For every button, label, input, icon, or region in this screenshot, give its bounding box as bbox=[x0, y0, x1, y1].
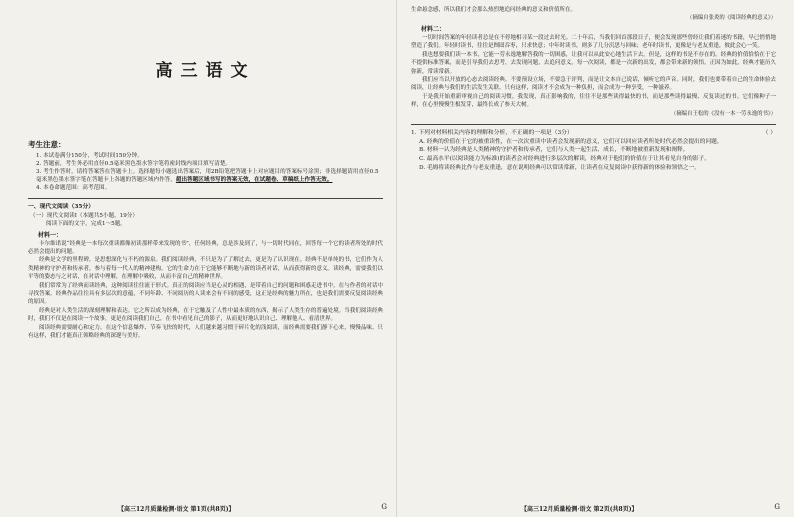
paragraph: 卡尔维诺说“经典是一本每次重读都像初读那样带来发现的书”，任何经典，总是涉及到了，与一切时代同在，回答每一个它的读者所处的时代必然会提出的问题。 bbox=[28, 240, 383, 255]
section-heading: 一、现代文阅读（35分） bbox=[28, 204, 95, 210]
note-1: 1. 本试卷满分150分，考试时间150分钟。 bbox=[36, 153, 143, 159]
subsection-heading: （一）现代文阅读Ⅰ（本题共5小题，19分） bbox=[30, 212, 138, 219]
answer-paren: （ ） bbox=[762, 130, 776, 137]
option-b: B. 材料一认为经典是人类精神的守护者和传承者，它们与人类一起生活、成长，不断地被重新发现和阐释。 bbox=[419, 147, 689, 154]
paragraph: 经典是对人类生活的深刻理解和表达。它之所以成为经典，在于它触及了人性中最本质的东西，揭示了人类生存的普遍处境。当我们阅读经典时，我们不仅是在阅读一个故事，更是在阅读我们自己，在书中看见自己的影子，从而更好地认识自己、理解他人、看清世界。 bbox=[28, 307, 383, 323]
exam-title: 高三语文 bbox=[155, 61, 256, 81]
page-footer: 【高三12月质量检测·语文 第2页(共8页)】 bbox=[521, 506, 638, 513]
note-3 bbox=[28, 168, 383, 184]
version-mark: G bbox=[774, 503, 780, 511]
note-3-emphasis: 超出答题区域书写的答案无效，在试题卷、草稿纸上作答无效。 bbox=[175, 177, 333, 183]
paragraph: 阅读经典需要耐心和定力。在这个信息爆炸、节奏飞快的时代，人们越来越习惯于碎片化的浅阅读，而经典需要我们静下心来，慢慢品味。只有这样，我们才能真正领略经典的深邃与美好。 bbox=[28, 324, 383, 339]
note-2: 2. 答题前，考生务必用直径0.5毫米黑色墨水签字笔将密封线内项目填写清楚。 bbox=[36, 161, 232, 167]
paragraph: 我们常常为了经典而读经典，这种阅读往往流于形式。真正的阅读应当是心灵的相遇，是带着自己的问题和困惑走进书中，在与作者的对话中寻找答案。经典作品往往具有多层次的意蕴，不同年龄、不同阅历的人读来会有不同的感受，这正是经典的魅力所在，也是我们需要反复阅读经典的原因。 bbox=[28, 282, 383, 306]
page-footer: 【高三12月质量检测·语文 第1页(共8页)】 bbox=[118, 506, 235, 513]
continued-text: 生命悬念感，所以我们才会那么热烈地追问经典的意义和价值所在。 bbox=[411, 7, 577, 13]
paragraph: 经典是文学的里程碑，是思想深化与不朽的源泉。我们阅读经典，不只是为了了解过去，更是为了认识现在。经典不是单纯的书，它们作为人类精神的守护者和传承者，参与着每一代人的精神建构，它的生命力在于它能够不断地与新的读者对话，从而获得新的意义。读经典，需要我们以平等的姿态与之对话，在对话中理解，在理解中吸收，从而丰富自己的精神世界。 bbox=[28, 257, 383, 281]
note-3-text: 3. 考生作答时，请将答案答在答题卡上。选择题每小题选出答案后，用2B铅笔把答题卡上对应题目的答案标号涂黑；非选择题请用直径0.5毫米黑色墨水签字笔在答题卡上各题的答题区域内作答， bbox=[36, 169, 379, 183]
notes-heading: 考生注意： bbox=[28, 140, 66, 149]
right-page bbox=[397, 0, 794, 517]
source-citation: （摘编自王松的《没有一本一劳永逸的书》） bbox=[670, 110, 776, 117]
paragraph: 我也想要我们读一本书，它能一劳永逸地解答我的一切困惑，让我可以从此安心地生活下去。但是，这样的书是不存在的。经典的价值恰恰在于它不提供标准答案，而是引导我们去思考，去发现问题，去追问意义。每一次阅读，都是一次新的出发，都会带来新的领悟。正因为如此，经典才能历久弥新，常读常新。 bbox=[411, 51, 776, 75]
material-one-label: 材料一： bbox=[38, 231, 63, 239]
notes-divider bbox=[28, 198, 383, 199]
question-divider bbox=[411, 124, 776, 125]
reading-instruction: 阅读下面的文字，完成1～5题。 bbox=[46, 221, 126, 227]
option-a: A. 经典的价值在于它的被重读性，在一次次重读中读者会发现新的意义，它们可以回应读者所处时代必然会提出的问题。 bbox=[419, 138, 723, 145]
question-1-text: 1. 下列对材料相关内容的理解和分析，不正确的一项是（3分） bbox=[411, 130, 573, 137]
option-c: C. 最高水平(以阅读能力为标准)的读者会对经典进行多层次的解读，经典对于他们的价值在于让其看见自身的影子。 bbox=[419, 156, 710, 163]
note-4: 4. 本卷命题范围：高考范围。 bbox=[36, 185, 111, 191]
option-d: D. 毛姆将读经典比作与老友重逢，意在说明经典可以常读常新，让读者在反复阅读中获得新的体验和领悟之一。 bbox=[419, 164, 700, 171]
source-citation: （摘编自张炎的《阅读经典的意义》） bbox=[687, 15, 776, 22]
paragraph: 一切时间答案的年轻读者总是在不停地相寻某一段过去时光。二十年后，当我们回首那段日子，便会发现那些曾经让我们着迷的书籍，早已悄悄地塑造了我们。年轻时读书，往往是囫囵吞枣，只求快意；中年时读书，则多了几分沉思与回味；老年时读书，更像是与老友重逢，彼此会心一笑。 bbox=[411, 35, 776, 50]
paragraph: 我们应当以开放的心态去阅读经典。不要预设立场，不要急于评判，而是让文本自己说话，倾听它的声音。同时，我们也要带着自己的生命体验去阅读，让经典与我们的生活发生关联。只有这样，阅读才不会成为一种负担，而会成为一种享受，一种滋养。 bbox=[411, 77, 776, 92]
question-1 bbox=[411, 129, 776, 138]
material-two-label: 材料二： bbox=[421, 26, 446, 33]
paragraph: 于是我开始重新审视自己的阅读习惯。我发现，真正影响我的，往往不是那些读得最快的书，而是那些读得最慢、反复读过的书。它们像种子一样，在心里慢慢生根发芽，最终长成了参天大树。 bbox=[411, 93, 776, 109]
version-mark: G bbox=[381, 503, 387, 511]
